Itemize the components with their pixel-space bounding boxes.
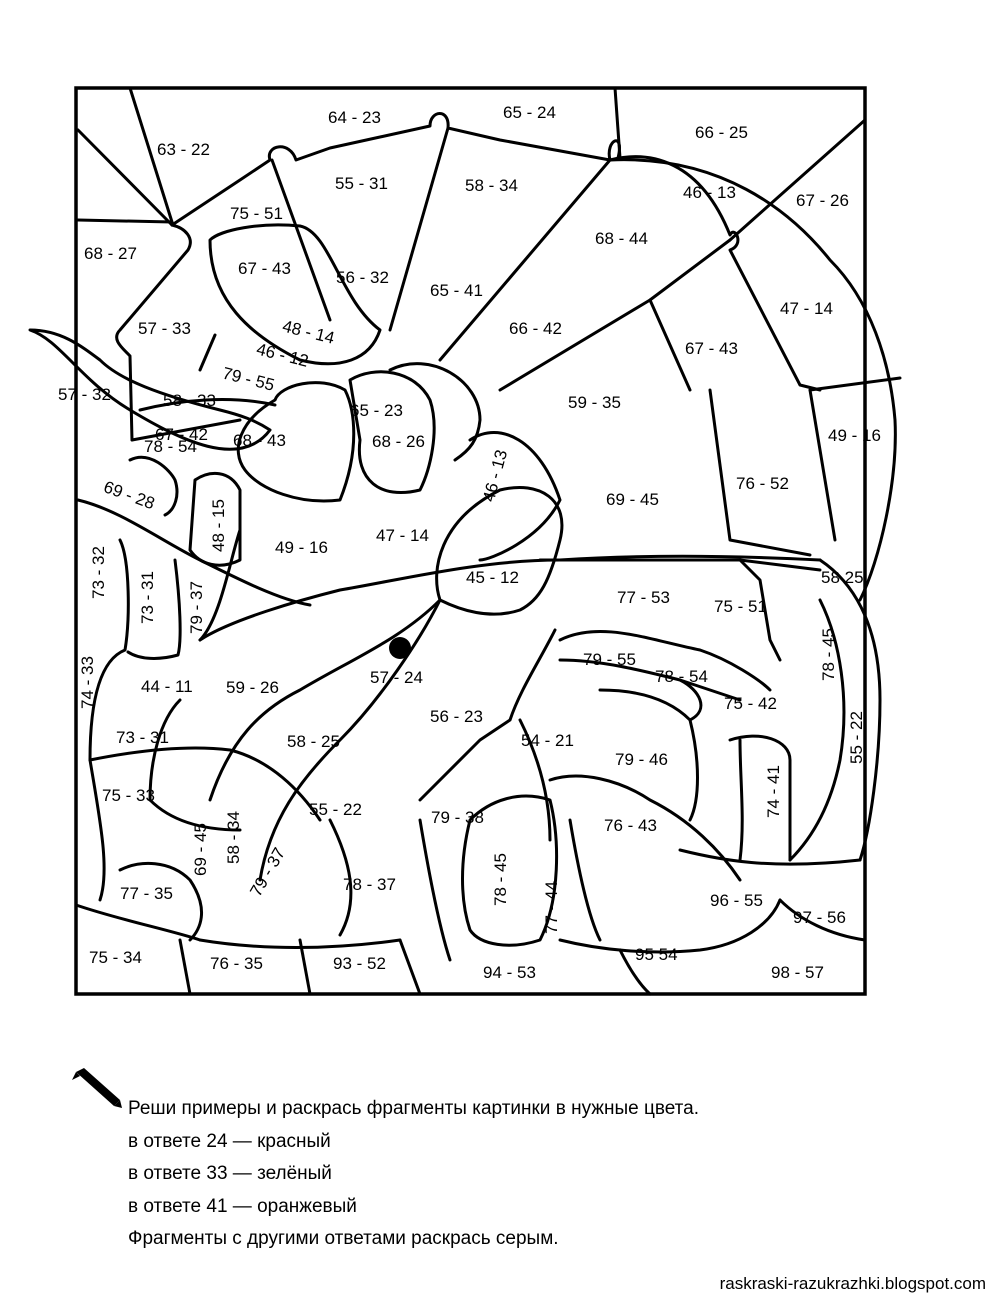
region-label: 59 - 35 [568, 393, 621, 412]
region-label: 74 - 33 [78, 656, 97, 709]
region-label: 77 - 44 [542, 881, 561, 934]
region-label: 69 - 28 [101, 477, 158, 514]
region-label: 66 - 42 [509, 319, 562, 338]
pencil-icon [70, 1066, 124, 1110]
region-label: 65 - 23 [350, 401, 403, 420]
region-label: 58 - 34 [224, 811, 243, 864]
region-label: 73 - 32 [89, 546, 108, 599]
region-label: 94 - 53 [483, 963, 536, 982]
instructions [128, 1093, 908, 1256]
instruction-line: в ответе 33 — зелёный [128, 1163, 332, 1184]
region-label: 67 - 26 [796, 191, 849, 210]
region-label: 98 - 57 [771, 963, 824, 982]
region-label: 65 - 41 [430, 281, 483, 300]
rhino-eye [389, 637, 411, 659]
region-label: 75 - 51 [230, 204, 283, 223]
region-label: 56 - 32 [336, 268, 389, 287]
region-label: 46 - 13 [479, 447, 512, 504]
region-label: 45 - 12 [466, 568, 519, 587]
region-label: 44 - 11 [141, 677, 193, 696]
region-label: 76 - 52 [736, 474, 789, 493]
region-label: 78 - 37 [343, 875, 396, 894]
region-label: 64 - 23 [328, 108, 381, 127]
instruction-line: Фрагменты с другими ответами раскрась серым. [128, 1228, 559, 1249]
region-label: 55 - 22 [847, 711, 866, 764]
region-label: 79 - 37 [246, 844, 290, 900]
region-label: 79 - 46 [615, 750, 668, 769]
region-label: 47 - 14 [376, 526, 429, 545]
region-label: 96 - 55 [710, 891, 763, 910]
region-label: 79 - 55 [220, 363, 277, 395]
region-label: 57 - 24 [370, 668, 423, 687]
region-label: 68 - 27 [84, 244, 137, 263]
region-label: 58 - 33 [163, 391, 216, 410]
region-label: 78 - 45 [819, 628, 838, 681]
region-label: 75 - 42 [724, 694, 777, 713]
region-label: 79 - 38 [431, 808, 484, 827]
region-label: 95 54 [635, 945, 678, 964]
region-label: 76 - 35 [210, 954, 263, 973]
region-label: 67 - 43 [238, 259, 291, 278]
region-label: 79 - 55 [583, 650, 636, 669]
region-label: 68 - 43 [233, 431, 286, 450]
region-label: 57 - 32 [58, 385, 111, 404]
region-outlines [30, 88, 900, 994]
region-label: 76 - 43 [604, 816, 657, 835]
region-label: 74 - 41 [764, 765, 783, 818]
region-label: 77 - 35 [120, 884, 173, 903]
region-label: 58 25 [821, 568, 864, 587]
region-label: 55 - 31 [335, 174, 388, 193]
region-labels [58, 103, 881, 982]
region-label: 49 - 16 [828, 426, 881, 445]
region-label: 56 - 23 [430, 707, 483, 726]
region-label: 78 - 54 [144, 437, 197, 456]
region-label: 73 - 31 [116, 728, 169, 747]
region-label: 48 - 14 [280, 316, 337, 348]
instruction-line: в ответе 24 — красный [128, 1130, 331, 1152]
region-label: 58 - 34 [465, 176, 518, 195]
region-label: 69 - 45 [191, 823, 210, 876]
instruction-line: в ответе 41 — оранжевый [128, 1195, 357, 1217]
region-label: 93 - 52 [333, 954, 386, 973]
region-label: 58 - 25 [287, 732, 340, 751]
region-label: 73 - 31 [138, 571, 157, 624]
region-label: 97 - 56 [793, 908, 846, 927]
region-label: 63 - 22 [157, 140, 210, 159]
region-label: 68 - 44 [595, 229, 648, 248]
region-label: 75 - 34 [89, 948, 142, 967]
region-label: 65 - 24 [503, 103, 556, 122]
region-label: 67 - 42 [155, 425, 208, 444]
region-label: 77 - 53 [617, 588, 670, 607]
region-label: 46 - 12 [254, 339, 311, 371]
region-label: 67 - 43 [685, 339, 738, 358]
region-label: 55 - 22 [309, 800, 362, 819]
region-label: 79 - 37 [187, 581, 206, 634]
region-label: 47 - 14 [780, 299, 833, 318]
region-label: 49 - 16 [275, 538, 328, 557]
region-label: 78 - 45 [491, 853, 510, 906]
instruction-line: Реши примеры и раскрась фрагменты картинки в нужные цвета. [128, 1098, 700, 1119]
region-label: 66 - 25 [695, 123, 748, 142]
region-label: 75 - 51 [714, 597, 767, 616]
region-label: 57 - 33 [138, 319, 191, 338]
region-label: 68 - 26 [372, 432, 425, 451]
region-label: 48 - 15 [209, 499, 228, 552]
region-label: 46 - 13 [683, 183, 736, 202]
region-label: 69 - 45 [606, 490, 659, 509]
region-label: 75 - 33 [102, 786, 155, 805]
region-label: 59 - 26 [226, 678, 279, 697]
region-label: 78 - 54 [655, 667, 708, 686]
site-watermark: raskraski-razukrazhki.blogspot.com [719, 1274, 986, 1293]
region-label: 54 - 21 [521, 731, 574, 750]
